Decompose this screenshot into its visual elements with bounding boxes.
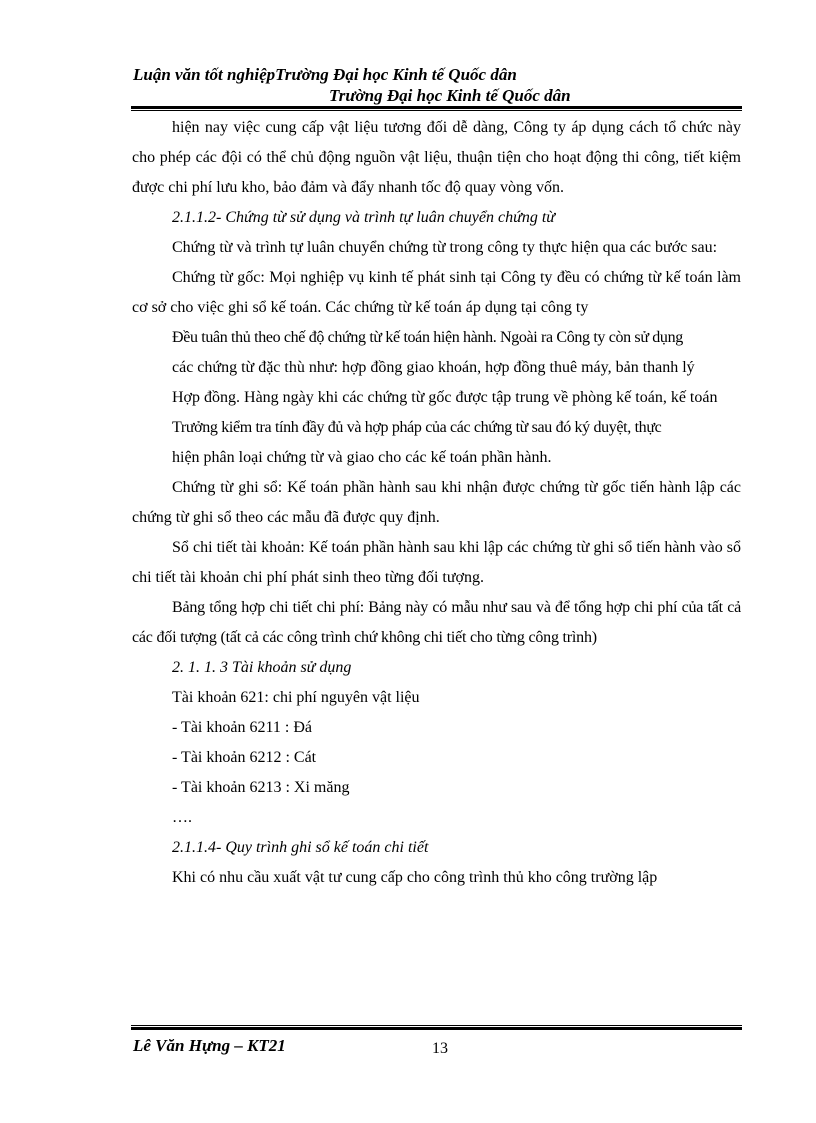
- header-line-2: Trường Đại học Kinh tế Quốc dân: [329, 86, 571, 105]
- paragraph: Chứng từ ghi sổ: Kế toán phần hành sau khi nhận được chứng từ gốc tiến hành lập các chứng từ ghi sổ theo các mẫu đã được quy định.: [132, 479, 741, 526]
- footer-rule: [131, 1025, 742, 1030]
- paragraph: Đều tuân thủ theo chế độ chứng từ kế toán hiện hành. Ngoài ra Công ty còn sử dụng: [172, 329, 683, 346]
- section-heading: 2.1.1.2- Chứng từ sử dụng và trình tự luân chuyển chứng từ: [172, 209, 555, 226]
- page-number: 13: [432, 1040, 448, 1057]
- header-line-1: Luận văn tốt nghiệpTrường Đại học Kinh tế Quốc dân: [133, 65, 517, 84]
- paragraph: hiện phân loại chứng từ và giao cho các kế toán phần hành.: [172, 449, 552, 466]
- page-body: [132, 113, 741, 893]
- paragraph: hiện nay việc cung cấp vật liệu tương đối dễ dàng, Công ty áp dụng cách tổ chức này cho phép các đội có thể chủ động nguồn vật liệu, thuận tiện cho hoạt động thi công, tiết kiệm được chi phí lưu kho, bảo đảm và đẩy nhanh tốc độ quay vòng vốn.: [132, 119, 741, 196]
- paragraph: Bảng tổng hợp chi tiết chi phí: Bảng này có mẫu như sau và để tổng hợp chi phí của tất cả các đối tượng (tất cả các công trình chứ không chi tiết cho từng công trình): [132, 599, 741, 646]
- account-item: - Tài khoản 6213 : Xi măng: [172, 779, 350, 796]
- paragraph: Sổ chi tiết tài khoản: Kế toán phần hành sau khi lập các chứng từ ghi sổ tiến hành vào sổ chi tiết tài khoản chi phí phát sinh theo từng đối tượng.: [132, 539, 741, 586]
- header-rule: [131, 106, 742, 111]
- paragraph: Hợp đồng. Hàng ngày khi các chứng từ gốc được tập trung về phòng kế toán, kế toán: [172, 389, 718, 406]
- paragraph: Chứng từ và trình tự luân chuyển chứng từ trong công ty thực hiện qua các bước sau:: [172, 239, 718, 256]
- paragraph: Chứng từ gốc: Mọi nghiệp vụ kinh tế phát sinh tại Công ty đều có chứng từ kế toán làm cơ sở cho việc ghi sổ kế toán. Các chứng từ kế toán áp dụng tại công ty: [132, 269, 741, 316]
- paragraph: Trưởng kiểm tra tính đầy đủ và hợp pháp của các chứng từ sau đó ký duyệt, thực: [172, 419, 662, 436]
- section-heading: 2. 1. 1. 3 Tài khoản sử dụng: [172, 659, 352, 676]
- account-main: Tài khoản 621: chi phí nguyên vật liệu: [172, 689, 420, 706]
- ellipsis: ….: [172, 809, 192, 826]
- paragraph: Khi có nhu cầu xuất vật tư cung cấp cho công trình thủ kho công trường lập: [172, 869, 658, 886]
- account-item: - Tài khoản 6211 : Đá: [172, 719, 312, 736]
- account-item: - Tài khoản 6212 : Cát: [172, 749, 317, 766]
- paragraph: các chứng từ đặc thù như: hợp đồng giao khoán, hợp đồng thuê máy, bản thanh lý: [172, 359, 695, 376]
- section-heading: 2.1.1.4- Quy trình ghi sổ kế toán chi tiết: [172, 839, 429, 856]
- footer-author: Lê Văn Hựng – KT21: [133, 1036, 286, 1055]
- running-header: [133, 64, 743, 106]
